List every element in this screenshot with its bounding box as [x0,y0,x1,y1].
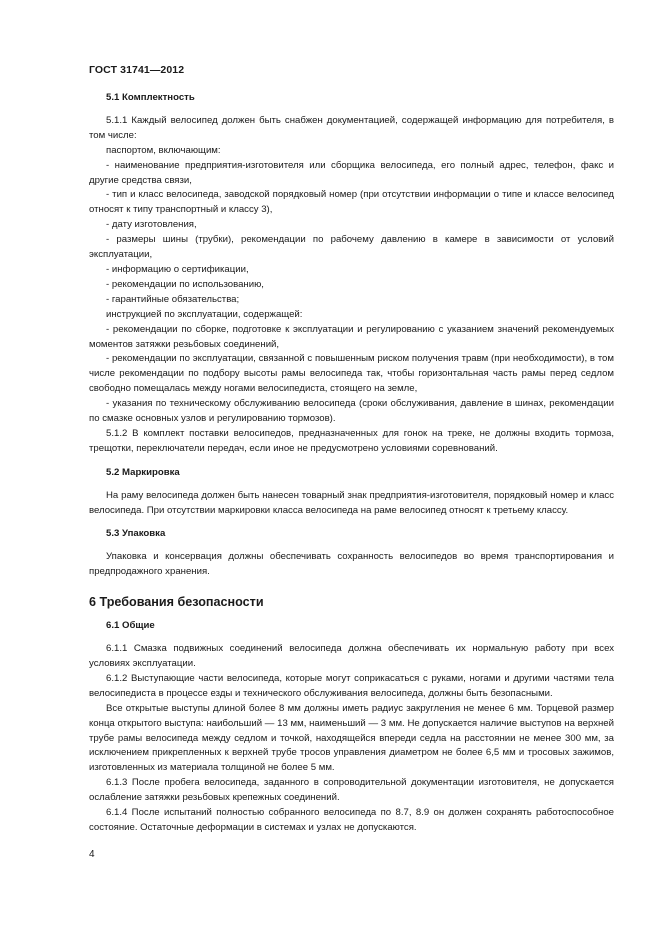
list-item: - рекомендации по эксплуатации, связанной с повышенным риском получения травм (при необходимости), в том числе рекомендации по подбору высоты рамы велосипеда так, чтобы горизонтальная часть рамы перед седлом свободно помещалась между ногами велосипедиста, стоящего на земле, [89,353,614,395]
list-item: - гарантийные обязательства; [106,293,240,305]
paragraph-6-1-2-b: Все открытые выступы длиной более 8 мм должны иметь радиус закругления не менее 6 мм. Торцевой размер конца открытого выступа: наибольший — 13 мм, наименьший — 3 мм. Не допускается наличие выступов на верхней трубе рамы велосипеда между седлом и точкой, находящейся впереди седла на расстоянии не менее 300 мм, за исключением прикрепленных к верхней трубе тросов управления диаметром не более 6,5 мм и тросовых зажимов, изготовленных из материала толщиной не более 5 мм. [89,702,614,774]
list-item: - указания по техническому обслуживанию велосипеда (сроки обслуживания, давление в шинах, рекомендации по смазке основных узлов и регулированию тормозов). [89,398,614,425]
paragraph-5-3: Упаковка и консервация должны обеспечивать сохранность велосипедов во время транспортирования и предпродажного хранения. [89,551,614,578]
page-number: 4 [89,849,95,860]
list-item: - дату изготовления, [106,219,197,231]
list-item: - рекомендации по использованию, [106,278,264,290]
instruction-line: инструкцией по эксплуатации, содержащей: [106,308,303,320]
paragraph-5-1-2: 5.1.2 В комплект поставки велосипедов, предназначенных для гонок на треке, не должны входить тормоза, трещотки, переключатели передач, если иное не предусмотрено условиями соревнований. [89,427,614,454]
section-5-1-title: 5.1 Комплектность [106,92,195,103]
paragraph-6-1-4: 6.1.4 После испытаний полностью собранного велосипеда по 8.7, 8.9 он должен сохранять работоспособное состояние. Остаточные деформации в системах и узлах не допускаются. [89,807,614,833]
list-item: - тип и класс велосипеда, заводской порядковый номер (при отсутствии информации о типе и классе велосипед относят к типу транспортный и классу 3), [89,189,614,216]
list-item: - информацию о сертификации, [106,263,249,275]
section-5-3-title: 5.3 Упаковка [106,528,166,540]
paragraph-6-1-2: 6.1.2 Выступающие части велосипеда, которые могут соприкасаться с руками, ногами и другими частями тела велосипедиста в процессе езды и технического обслуживания велосипеда, должны быть безопасными. [89,672,614,699]
paragraph-6-1-1: 6.1.1 Смазка подвижных соединений велосипеда должна обеспечивать их нормальную работу при всех условиях эксплуатации. [89,643,614,669]
list-item: - размеры шины (трубки), рекомендации по рабочему давлению в камере в зависимости от условий эксплуатации, [89,234,614,261]
list-item: - наименование предприятия-изготовителя или сборщика велосипеда, его полный адрес, телефон, факс и другие средства связи, [89,159,614,186]
paragraph-5-1-1: 5.1.1 Каждый велосипед должен быть снабжен документацией, содержащей информацию для потребителя, в том числе: [89,114,614,141]
section-6-1-title: 6.1 Общие [106,620,155,632]
page-content [89,91,614,836]
section-5-2-title: 5.2 Маркировка [106,466,180,478]
passport-line: паспортом, включающим: [106,144,221,156]
list-item: - рекомендации по сборке, подготовке к эксплуатации и регулированию с указанием значений рекомендуемых моментов затяжки резьбовых соединений, [89,323,614,350]
section-6-title: 6 Требования безопасности [89,595,264,610]
paragraph-5-2: На раму велосипеда должен быть нанесен товарный знак предприятия-изготовителя, порядковый номер и класс велосипеда. При отсутствии маркировки класса велосипеда на раме велосипед относят к третьему классу. [89,489,614,516]
document-header: ГОСТ 31741—2012 [89,64,185,76]
paragraph-6-1-3: 6.1.3 После пробега велосипеда, заданного в сопроводительной документации изготовителя, не допускается ослабление затяжки резьбовых крепежных соединений. [89,777,614,804]
